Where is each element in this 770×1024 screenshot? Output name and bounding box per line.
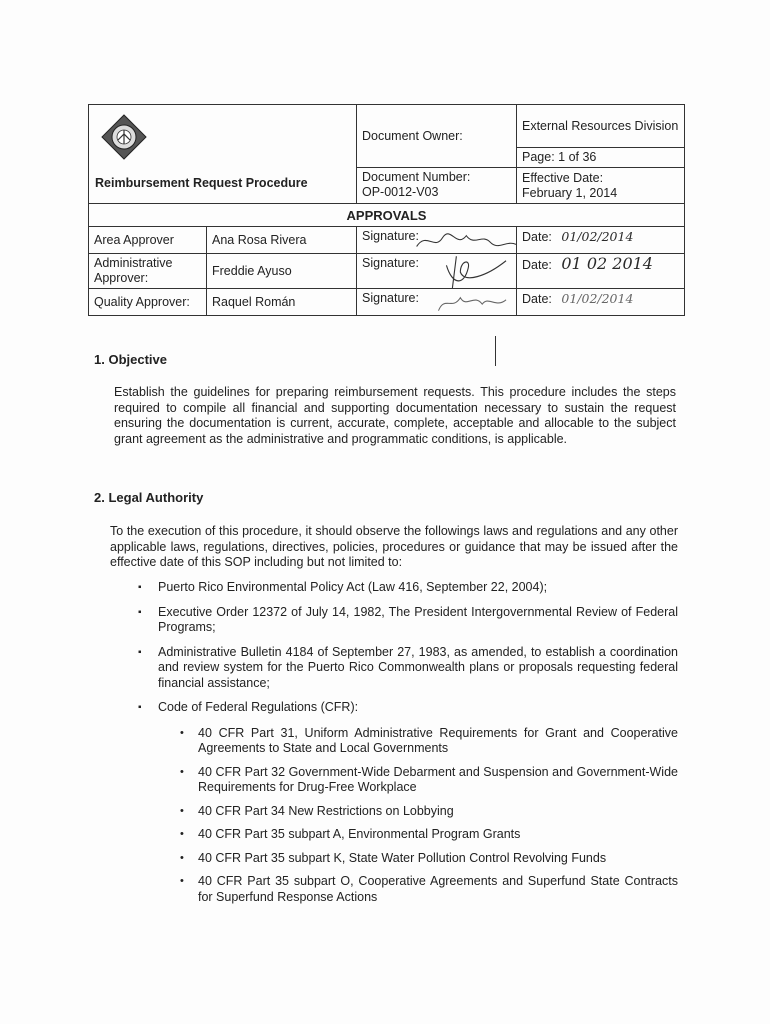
approver-role: Quality Approver: xyxy=(89,289,207,316)
approver-role: Administrative Approver: xyxy=(89,254,207,289)
date-value: 01 02 2014 xyxy=(561,254,653,273)
objective-heading: 1. Objective xyxy=(94,352,167,367)
legal-list xyxy=(130,580,678,914)
cfr-item: • 40 CFR Part 31, Uniform Administrative Requirements for Grant and Cooperative Agreements to State and Local Governments xyxy=(172,726,678,757)
cfr-item: • 40 CFR Part 32 Government-Wide Debarment and Suspension and Government-Wide Requirements for Drug-Free Workplace xyxy=(172,765,678,796)
approver-name: Freddie Ayuso xyxy=(207,254,357,289)
approvals-title: APPROVALS xyxy=(89,204,685,227)
effective-date-cell xyxy=(517,168,685,204)
approver-name: Raquel Román xyxy=(207,289,357,316)
cfr-item: • 40 CFR Part 35 subpart A, Environmental Program Grants xyxy=(172,827,678,843)
approver-role: Area Approver xyxy=(89,227,207,254)
signature-label: Signature: xyxy=(362,229,419,243)
list-item: ▪ Puerto Rico Environmental Policy Act (Law 416, September 22, 2004); xyxy=(130,580,678,596)
cfr-list xyxy=(172,726,678,906)
list-item: ▪ Executive Order 12372 of July 14, 1982, The President Intergovernmental Review of Federal Programs; xyxy=(130,605,678,636)
date-value: 01/02/2014 xyxy=(561,291,634,306)
effective-value: February 1, 2014 xyxy=(522,185,618,200)
legal-intro: To the execution of this procedure, it should observe the followings laws and regulations and any other applicable laws, regulations, directives, policies, procedures or guidance that may be issued after the effective date of this SOP including but not limited to: xyxy=(110,524,678,569)
list-item: ▪ Administrative Bulletin 4184 of September 27, 1983, as amended, to establish a coordination and review system for the Puerto Rico Commonwealth plans or proposals requesting federal financial assistance; xyxy=(130,645,678,692)
date-label: Date: xyxy=(522,258,552,272)
document-number-cell xyxy=(357,168,517,204)
objective-text: Establish the guidelines for preparing reimbursement requests. This procedure includes the steps required to compile all financial and supporting documentation necessary to sustain the request ensuring the documentation is current, accurate, complete, acceptable and allocable to the subject grant agreement as the administrative and programmatic conditions, is applicable. xyxy=(114,385,676,446)
number-value: OP-0012-V03 xyxy=(362,185,439,200)
cfr-item: • 40 CFR Part 34 New Restrictions on Lobbying xyxy=(172,804,678,820)
date-label: Date: xyxy=(522,292,552,306)
signature-cell xyxy=(357,227,517,254)
list-item-label: Code of Federal Regulations (CFR): xyxy=(158,700,359,714)
owner-label: Document Owner: xyxy=(357,105,517,168)
list-item xyxy=(130,700,678,905)
date-cell xyxy=(517,289,685,316)
signature-cell xyxy=(357,254,517,289)
legal-heading: 2. Legal Authority xyxy=(94,490,204,505)
approver-row xyxy=(89,254,685,289)
effective-label: Effective Date: xyxy=(522,170,604,185)
owner-value: External Resources Division xyxy=(517,105,685,148)
approver-row xyxy=(89,289,685,316)
date-label: Date: xyxy=(522,230,552,244)
date-value: 01/02/2014 xyxy=(561,229,634,244)
approver-row xyxy=(89,227,685,254)
page-label: Page: 1 of 36 xyxy=(517,148,685,168)
procedure-title: Reimbursement Request Procedure xyxy=(95,176,308,190)
date-cell xyxy=(517,227,685,254)
number-label: Document Number: xyxy=(362,170,471,185)
signature-stroke-mark xyxy=(495,336,496,366)
cfr-item: • 40 CFR Part 35 subpart O, Cooperative Agreements and Superfund State Contracts for Superfund Response Actions xyxy=(172,874,678,905)
agency-logo-icon xyxy=(100,113,148,161)
cfr-item: • 40 CFR Part 35 subpart K, State Water Pollution Control Revolving Funds xyxy=(172,851,678,867)
logo-title-cell xyxy=(89,105,357,204)
header-table xyxy=(88,104,685,316)
date-cell xyxy=(517,254,685,289)
signature-cell xyxy=(357,289,517,316)
signature-label: Signature: xyxy=(362,291,419,305)
signature-label: Signature: xyxy=(362,256,419,270)
approver-name: Ana Rosa Rivera xyxy=(207,227,357,254)
